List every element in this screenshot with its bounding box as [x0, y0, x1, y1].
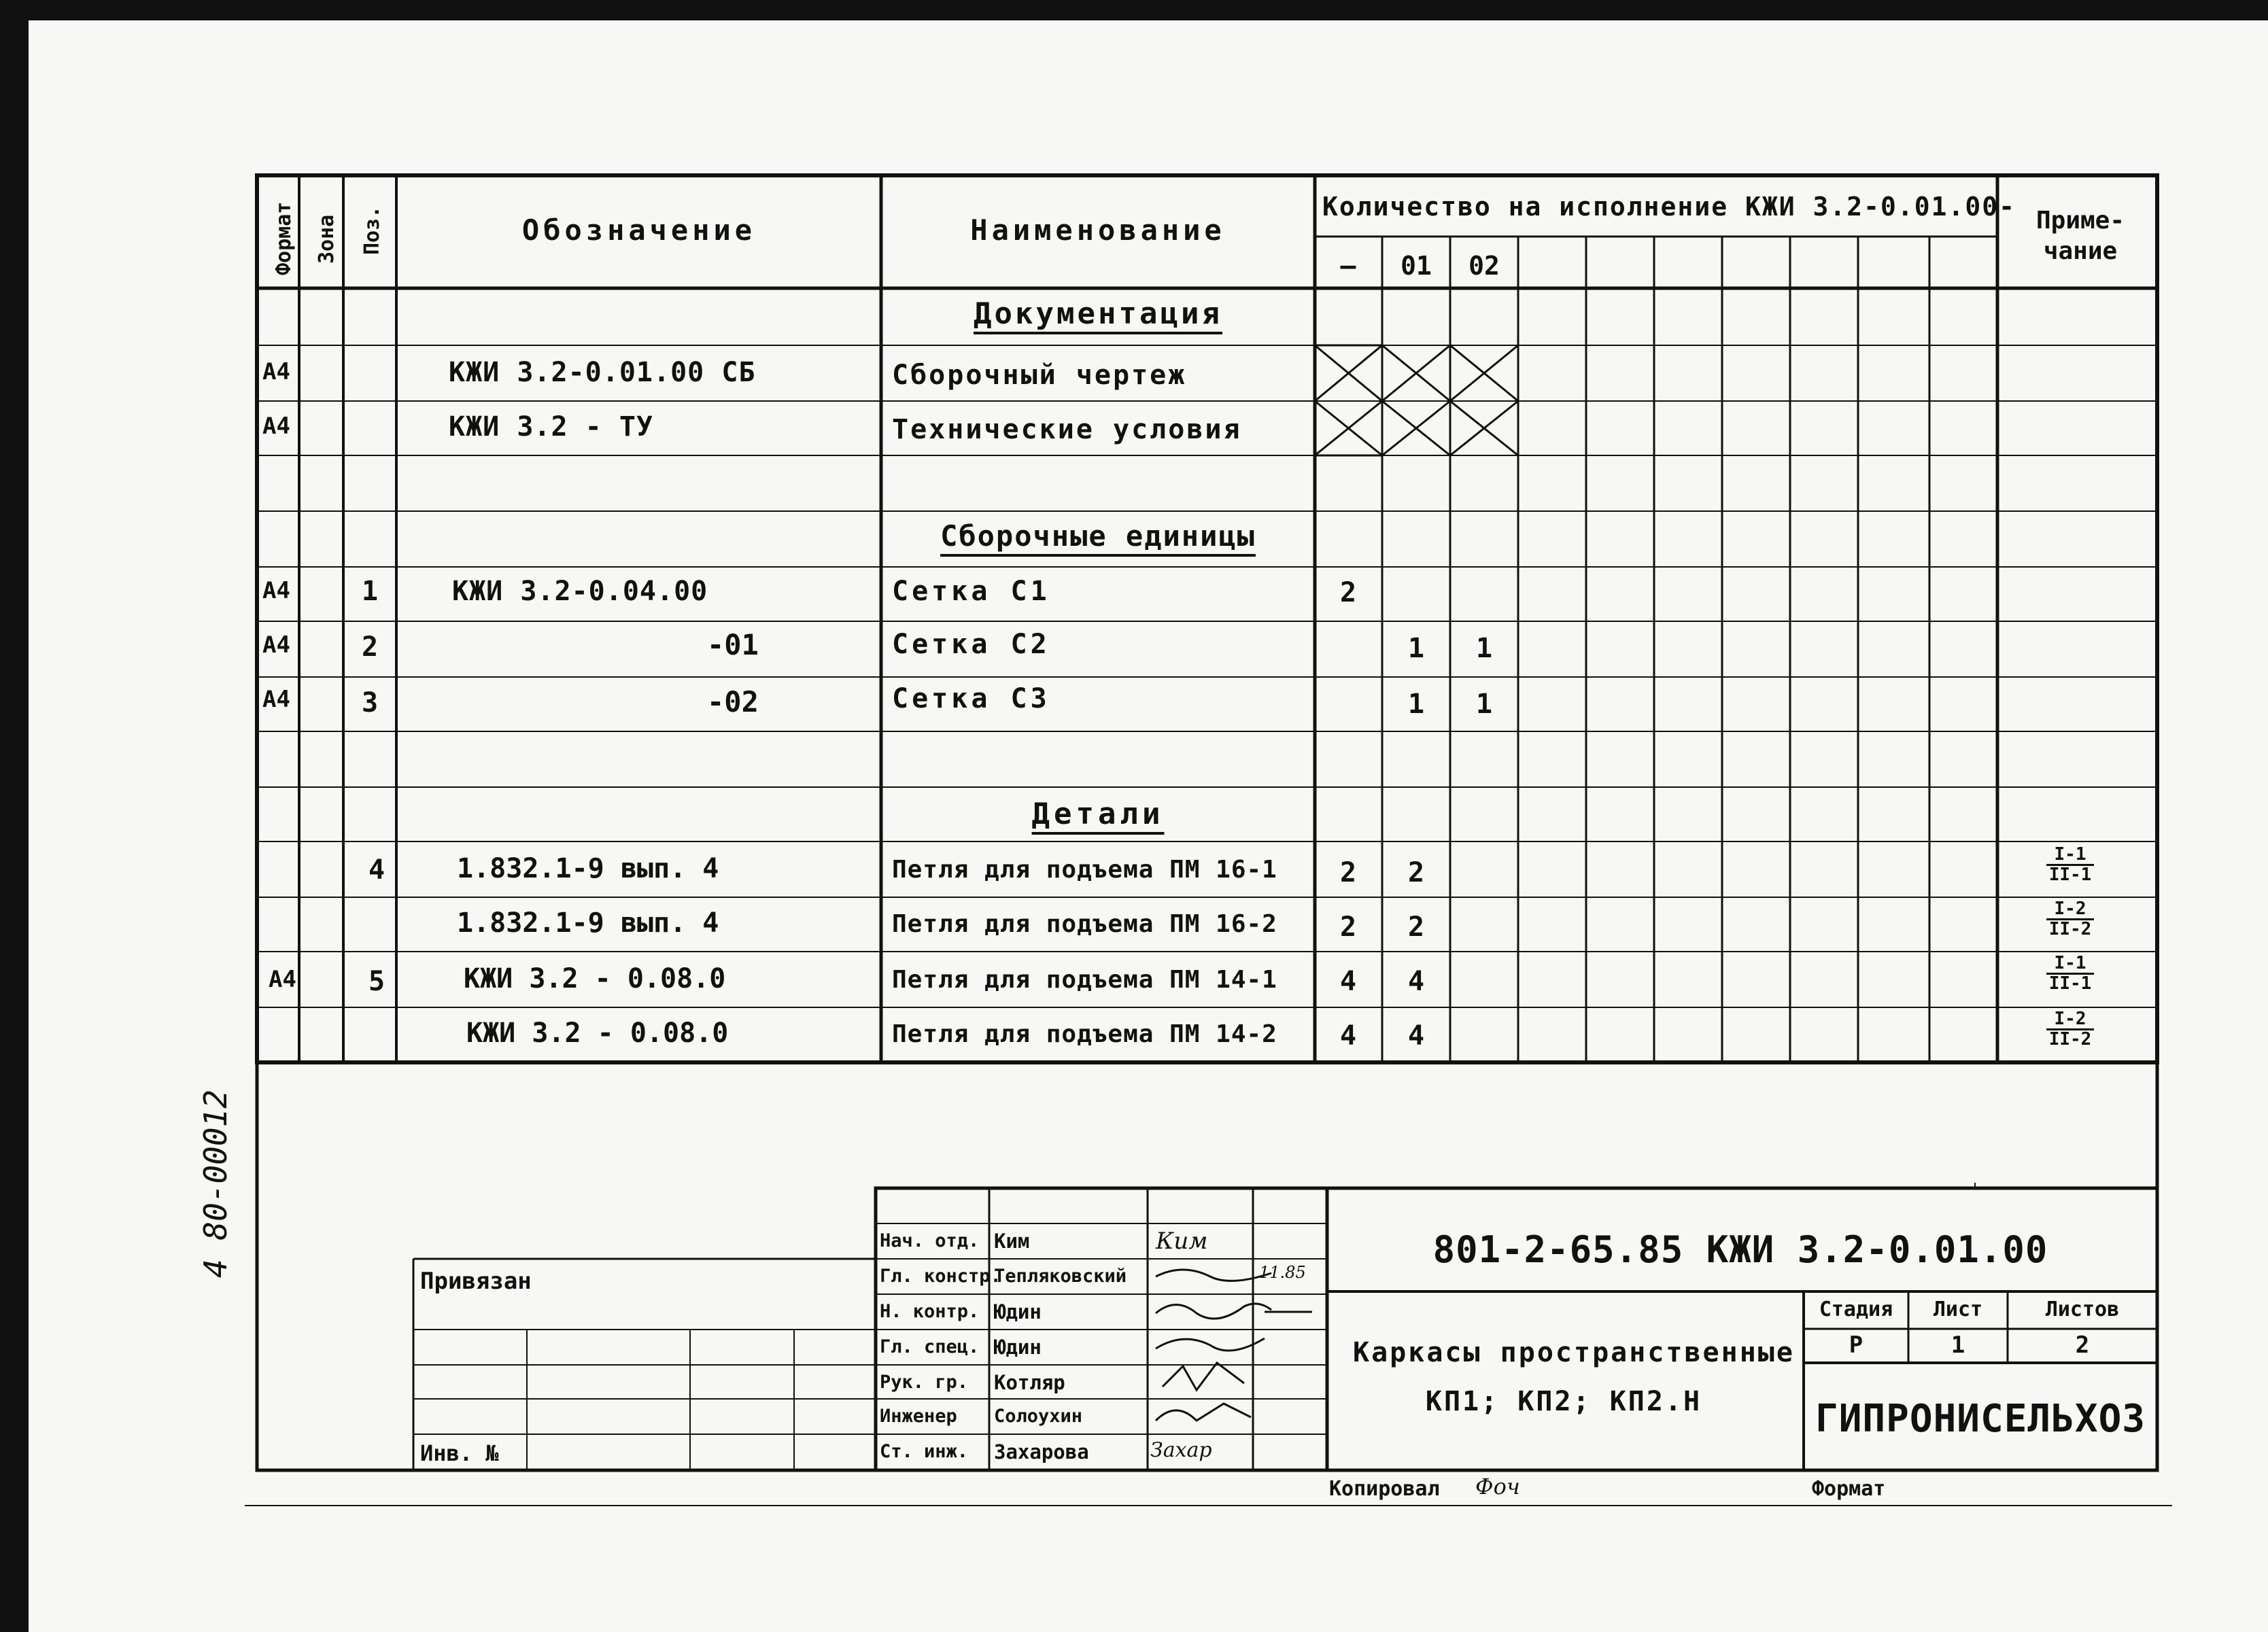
row5-name: Сетка С3 — [892, 683, 1050, 714]
signature-6-scribble — [1156, 1404, 1251, 1421]
row6-note-top: I-1 — [2046, 846, 2094, 866]
organization: ГИПРОНИСЕЛЬХОЗ — [1815, 1397, 2146, 1441]
header-note: Приме-чание — [2035, 207, 2125, 265]
header-zone: Зона — [315, 214, 339, 264]
row9-designation: КЖИ 3.2 - 0.08.0 — [466, 1018, 729, 1049]
document-title-line1: Каркасы пространственные — [1353, 1337, 1795, 1368]
row8-designation: КЖИ 3.2 - 0.08.0 — [464, 963, 726, 994]
format-label: Формат — [1812, 1477, 1886, 1501]
row6-q0: 2 — [1339, 857, 1357, 888]
variant-2: 02 — [1468, 251, 1500, 281]
copied-label: Копировал — [1329, 1477, 1440, 1501]
stage-value: Р — [1849, 1332, 1863, 1359]
row1-name: Сборочный чертеж — [892, 360, 1187, 391]
sheet-value: 1 — [1951, 1332, 1965, 1359]
name-7: Захарова — [994, 1440, 1089, 1463]
row2-name: Технические условия — [892, 414, 1242, 445]
row5-pos: 3 — [361, 687, 379, 718]
signature-4-scribble — [1156, 1338, 1265, 1351]
row8-q0: 4 — [1339, 966, 1357, 997]
name-6: Солоухин — [994, 1406, 1083, 1427]
row3-q0: 2 — [1339, 577, 1357, 608]
row8-note-bottom: II-1 — [2048, 973, 2092, 994]
row7-q0: 2 — [1339, 912, 1357, 943]
row1-format: А4 — [262, 358, 290, 385]
section-parts: Детали — [1031, 797, 1165, 831]
signature-1: Ким — [1156, 1228, 1208, 1255]
section-documents: Документация — [974, 296, 1222, 331]
row9-name: Петля для подъема ПМ 14-2 — [892, 1020, 1277, 1048]
row5-q1: 1 — [1407, 689, 1425, 720]
header-designation: Обозначение — [521, 213, 757, 247]
sheets-label: Листов — [2045, 1298, 2120, 1321]
name-4: Юдин — [994, 1336, 1042, 1359]
row3-pos: 1 — [361, 576, 379, 607]
header-pos: Поз. — [360, 205, 384, 255]
row8-pos: 5 — [368, 966, 385, 997]
row6-q1: 2 — [1407, 857, 1425, 888]
row5-q2: 1 — [1475, 689, 1493, 720]
signature-7: Захар — [1150, 1438, 1212, 1462]
row2-format: А4 — [262, 413, 290, 440]
sheets-value: 2 — [2075, 1332, 2090, 1359]
row6-pos: 4 — [368, 854, 385, 886]
role-2: Гл. констр. — [880, 1266, 1001, 1287]
document-code: 801-2-65.85 КЖИ 3.2-0.01.00 — [1432, 1228, 2048, 1271]
row8-q1: 4 — [1407, 966, 1425, 997]
row9-note-top: I-2 — [2046, 1010, 2094, 1030]
copier-signature: Фоч — [1475, 1474, 1520, 1499]
row4-designation: -01 — [707, 628, 759, 661]
name-2: Тепляковский — [994, 1266, 1127, 1287]
row6-name: Петля для подъема ПМ 16-1 — [892, 856, 1277, 884]
row6-designation: 1.832.1-9 вып. 4 — [457, 853, 719, 884]
row8-format: А4 — [269, 966, 296, 993]
row9-note-bottom: II-2 — [2048, 1029, 2092, 1050]
sheet-label: Лист — [1933, 1298, 1983, 1321]
archive-number: 4 80-00012 — [197, 1090, 234, 1278]
row7-name: Петля для подъема ПМ 16-2 — [892, 910, 1277, 938]
row2-designation: КЖИ 3.2 - ТУ — [449, 411, 653, 442]
row4-format: А4 — [262, 631, 290, 659]
signature-5-scribble — [1163, 1363, 1244, 1390]
signature-2-scribble — [1156, 1270, 1271, 1281]
row4-q2: 1 — [1475, 633, 1493, 664]
variant-0: — — [1340, 251, 1356, 281]
variant-1: 01 — [1401, 251, 1432, 281]
row3-designation: КЖИ 3.2-0.04.00 — [452, 576, 708, 607]
row7-note-bottom: II-2 — [2048, 919, 2092, 940]
row9-q0: 4 — [1339, 1020, 1357, 1052]
name-1: Ким — [994, 1230, 1030, 1253]
header-quantity: Количество на исполнение КЖИ 3.2-0.01.00- — [1322, 192, 2016, 222]
signature-3-scribble — [1156, 1304, 1271, 1319]
header-format: Формат — [272, 201, 296, 275]
stamp-date: 11.85 — [1259, 1263, 1306, 1282]
role-1: Нач. отд. — [880, 1230, 980, 1251]
row1-designation: КЖИ 3.2-0.01.00 СБ — [449, 357, 756, 388]
row7-note-top: I-2 — [2046, 900, 2094, 920]
row8-name: Петля для подъема ПМ 14-1 — [892, 966, 1277, 994]
row7-q1: 2 — [1407, 912, 1425, 943]
row4-q1: 1 — [1407, 633, 1425, 664]
row4-pos: 2 — [361, 631, 379, 663]
row7-designation: 1.832.1-9 вып. 4 — [457, 907, 719, 939]
role-4: Гл. спец. — [880, 1336, 980, 1357]
section-assemblies: Сборочные единицы — [940, 519, 1256, 553]
name-3: Юдин — [994, 1300, 1042, 1323]
row5-designation: -02 — [707, 685, 759, 718]
stamp-inv: Инв. № — [420, 1440, 499, 1466]
name-5: Котляр — [994, 1371, 1065, 1394]
role-7: Ст. инж. — [880, 1441, 969, 1462]
role-5: Рук. гр. — [880, 1372, 969, 1393]
row9-q1: 4 — [1407, 1020, 1425, 1052]
row6-note-bottom: II-1 — [2048, 865, 2092, 886]
row3-format: А4 — [262, 577, 290, 604]
role-3: Н. контр. — [880, 1301, 980, 1322]
stage-label: Стадия — [1819, 1298, 1893, 1321]
header-name: Наименование — [970, 213, 1226, 247]
role-6: Инженер — [880, 1406, 957, 1427]
row8-note-top: I-1 — [2046, 954, 2094, 975]
row3-name: Сетка С1 — [892, 576, 1050, 607]
row4-name: Сетка С2 — [892, 629, 1050, 660]
row5-format: А4 — [262, 686, 290, 713]
document-title-line2: КП1; КП2; КП2.Н — [1425, 1386, 1702, 1417]
stamp-attached: Привязан — [420, 1268, 532, 1295]
